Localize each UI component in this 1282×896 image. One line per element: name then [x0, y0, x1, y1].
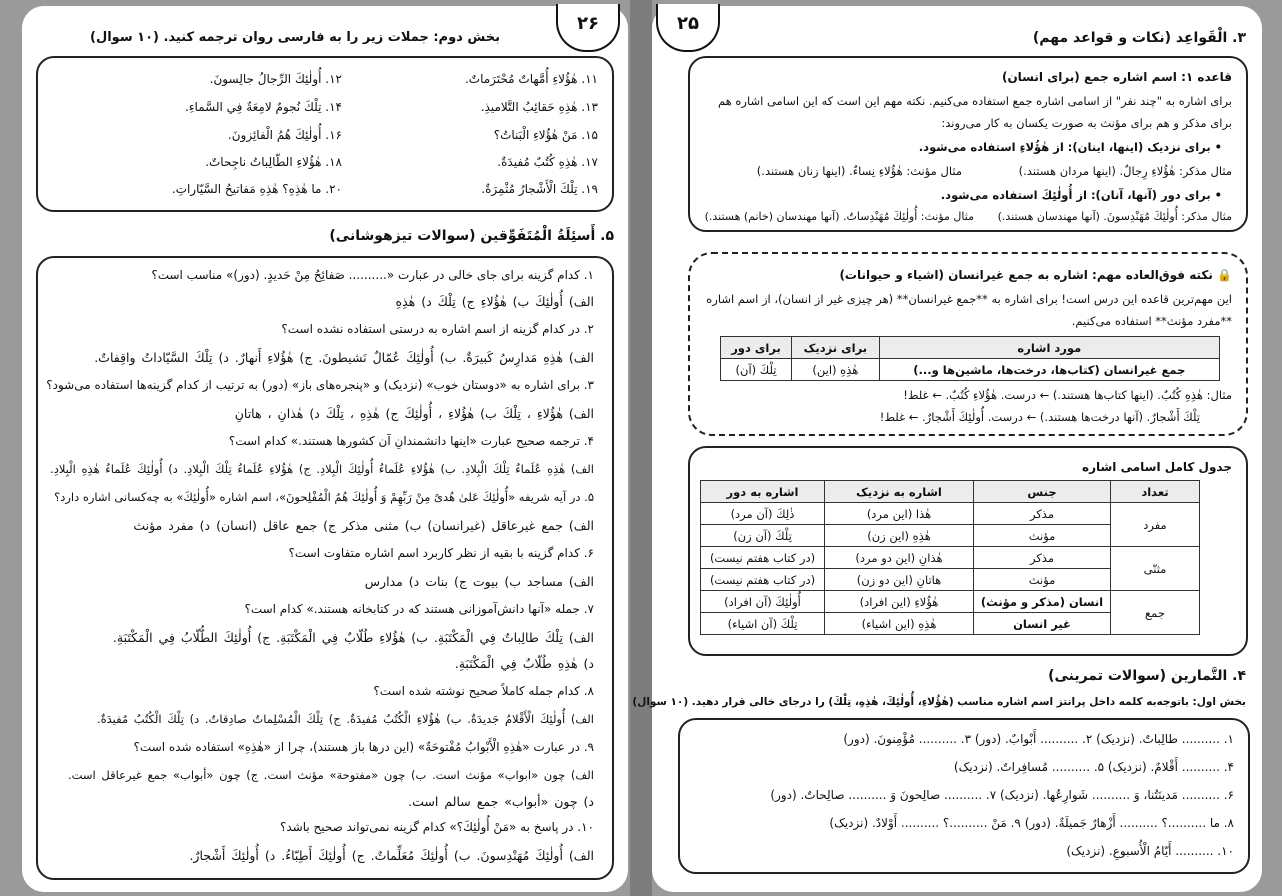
full-table-title: جدول کامل اسامی اشاره: [1081, 460, 1232, 474]
question-options: د) چون «أبواب» جمع سالم است.: [408, 794, 594, 809]
table-cell: غیر انسان: [974, 613, 1111, 635]
exercise-row: ۱۰. .......... أَيّامُ الْأُسبوعِ. (نزدیک): [1066, 844, 1234, 858]
table-header: تعداد: [1111, 481, 1200, 503]
note-example: تِلْكَ أَشْجارٌ. (آنها درخت‌ها هستند.) ← درست. أُولٰئِكَ أَشْجارٌ. ← غلط!: [879, 410, 1200, 424]
note-text: این مهم‌ترین قاعده این درس است! برای اشاره به **جمع غیرانسان** (هر چیزی غیر از انسان)، از اسم اشاره: [706, 292, 1232, 306]
question: ۷. جمله «آنها دانش‌آموزانی هستند که در کتابخانه هستند.» کدام است؟: [244, 602, 594, 616]
rule1-example: مثال مؤنث: هٰؤُلاءِ نِساءٌ. (اینها زنان هستند.): [756, 164, 962, 178]
translate-item: ۱۳. هٰذِهِ حَقائِبُ التَّلاميذِ.: [480, 100, 598, 114]
rule1-intro: برای مذکر و هم برای مؤنث به صورت یکسان به کار می‌روند:: [941, 116, 1232, 130]
table-cell: تِلْكَ (آن): [721, 359, 792, 381]
question: ۳. برای اشاره به «دوستان خوب» (نزدیک) و «پنجره‌های باز» (دور) به ترتیب از کدام گزینه‌ها استفاده می‌شود؟: [46, 378, 594, 392]
table-cell: هٰذِهِ (این): [792, 359, 880, 381]
question-options: الف) مساجد ب) بیوت ج) بنات د) مدارس: [364, 574, 594, 589]
exercise-row: ۶. .......... مَدينَتُنا، وَ .......... شَوارِعُها. (نزدیک) ۷. .......... صالِحونَ وَ .......... صالِحاتٌ. (دور): [770, 788, 1234, 802]
question-options: الف) أُولٰئِكَ مُهَنْدِسونَ. ب) أُولٰئِكَ مُعَلِّماتٌ. ج) أُولٰئِكَ أَطِبّاءُ. د) أُولٰئِكَ أَشْجارٌ.: [189, 848, 594, 863]
question: ۹. در عبارت «هٰذِهِ الْأَبْوابُ مُفْتوحَةٌ» (این درها باز هستند)، چرا از «هٰذِهِ» استفاده شده است؟: [133, 740, 594, 754]
table-group-cell: مثنّی: [1111, 547, 1200, 591]
section5-title: ۵. أَسئِلَةُ الْمُتَفَوِّقين (سوالات تیزهوشانی): [329, 228, 614, 244]
right-page: [632, 6, 1262, 892]
page-number: ۲۵: [656, 4, 720, 52]
rule1-title: قاعده ۱: اسم اشاره جمع (برای انسان): [1001, 70, 1232, 84]
translation-box: [36, 56, 614, 212]
table-cell: (در کتاب هفتم نیست): [701, 569, 825, 591]
section3-title: ۳. الْقَواعِد (نکات و قواعد مهم): [1032, 30, 1246, 46]
question-options: الف) أُولٰئِكَ الْأَقْلامُ جَديدَةٌ. ب) هٰؤُلاءِ الْكُتُبُ مُفيدَةٌ. ج) تِلْكَ الْمُسْلِماتُ صادِقاتٌ. د) تِلْكَ الْكُتُبُ مُفيدَةٌ.: [96, 712, 594, 726]
book-spine: [630, 0, 652, 896]
part1-title: بخش اول: باتوجه‌به کلمه داخل پرانتز اسم اشاره مناسب (هٰؤُلاءِ، أُولٰئِكَ، هٰذِهِ، تِلْكَ) را درجای خالی قرار دهید. (۱۰ سوال): [632, 696, 1246, 708]
page-number: ۲۶: [556, 4, 620, 52]
demonstratives-table: [700, 480, 1200, 635]
table-group-cell: جمع: [1111, 591, 1200, 635]
question: ۸. کدام جمله کاملاً صحیح نوشته شده است؟: [373, 684, 594, 698]
full-table-box: [688, 446, 1248, 656]
left-page: [22, 6, 628, 892]
table-header: اشاره به نزدیک: [825, 481, 974, 503]
note-table: [720, 336, 1220, 381]
table-header: اشاره به دور: [701, 481, 825, 503]
table-cell: مؤنث: [974, 525, 1111, 547]
rule1-intro: برای اشاره به "چند نفر" از اسامی اشاره جمع استفاده می‌کنیم. نکته مهم این است که این اسامی اشاره هم: [718, 94, 1232, 108]
table-cell: جمع غیرانسان (کتاب‌ها، درخت‌ها، ماشین‌ها و...): [879, 359, 1219, 381]
rule1-far: • برای دور (آنها، آنان): از أُولٰئِكَ استفاده می‌شود.: [940, 188, 1222, 202]
table-cell: (در کتاب هفتم نیست): [701, 547, 825, 569]
table-cell: أُولٰئِكَ (آن افراد): [701, 591, 825, 613]
table-cell: هٰذِهِ (این زن): [825, 525, 974, 547]
translate-item: ۲۰. ما هٰذِهِ؟ هٰذِهِ مَفاتيحُ السَّيّاراتِ.: [171, 182, 342, 196]
question: ۱. کدام گزینه برای جای خالی در عبارت «.......... صَفائِحُ مِنْ حَديدٍ. (دور)» مناسب است؟: [151, 268, 594, 282]
table-header: برای دور: [721, 337, 792, 359]
table-cell: مذکر: [974, 503, 1111, 525]
table-cell: هٰذانِ (این دو مرد): [825, 547, 974, 569]
translate-item: ۱۵. مَنْ هٰؤُلاءِ الْبَناتُ؟: [493, 128, 598, 142]
questions-box: [36, 256, 614, 880]
table-group-cell: مفرد: [1111, 503, 1200, 547]
translate-item: ۱۷. هٰذِهِ كُتُبٌ مُفيدَةٌ.: [497, 155, 598, 169]
rule1-example: مثال مذکر: هٰؤُلاءِ رِجالٌ. (اینها مردان هستند.): [1018, 164, 1232, 178]
note-text: **مفرد مؤنث** استفاده می‌کنیم.: [1071, 314, 1232, 328]
question-options: الف) تِلْكَ طالِباتٌ فِي الْمَكْتَبَةِ. ب) هٰؤُلاءِ طُلّابٌ فِي الْمَكْتَبَةِ. ج) أُولٰئِكَ الطُّلّابُ فِي الْمَكْتَبَةِ.: [112, 630, 594, 645]
rule1-box: [688, 56, 1248, 232]
question-options: الف) جمع غیرعاقل (غیرانسان) ب) مثنی مذکر ج) جمع عاقل (انسان) د) مفرد مؤنث: [133, 518, 594, 533]
translate-item: ۱۴. تِلْكَ نُجومٌ لامِعَةٌ فِي السَّماءِ.: [185, 100, 342, 114]
table-cell: هٰؤُلاءِ (این افراد): [825, 591, 974, 613]
exercise-row: ۱. .......... طالِباتٌ. (نزدیک) ۲. .......... أَبْوابٌ. (دور) ۳. .......... مُؤْمِنونَ. (دور): [843, 732, 1234, 746]
question: ۲. در کدام گزینه از اسم اشاره به درستی استفاده نشده است؟: [281, 322, 594, 336]
rule1-example: مثال مؤنث: أُولٰئِكَ مُهَنْدِساتٌ. (آنها مهندسان (خانم) هستند.): [704, 210, 974, 223]
note-box: [688, 252, 1248, 436]
translate-item: ۱۸. هٰؤُلاءِ الطّالِباتُ ناجِحاتٌ.: [205, 155, 342, 169]
question-options: الف) أُولٰئِكَ ب) هٰؤُلاءِ ج) تِلْكَ د) هٰذِهِ: [395, 294, 594, 309]
note-example: مثال: هٰذِهِ كُتُبٌ. (اینها کتاب‌ها هستند.) ← درست. هٰؤُلاءِ كُتُبٌ. ← غلط!: [903, 388, 1232, 402]
exercises-box: [678, 718, 1250, 874]
question-options: الف) چون «ابواب» مؤنث است. ب) چون «مفتوحة» مؤنث است. ج) چون «أبواب» جمع غیرعاقل است.: [67, 768, 594, 782]
question-options: الف) هٰؤُلاءِ ، تِلْكَ ب) هٰؤُلاءِ ، أُولٰئِكَ ج) هٰذِهِ ، تِلْكَ د) هٰذانِ ، هاتانِ: [234, 406, 594, 421]
table-cell: انسان (مذکر و مؤنث): [974, 591, 1111, 613]
question: ۵. در آیه شریفه «أُولٰئِكَ عَلىٰ هُدىً مِنْ رَبِّهِمْ وَ أُولٰئِكَ هُمُ الْمُفْلِحونَ»، اسم اشاره «أُولٰئِكَ» به چه‌کسانی اشاره دارد؟: [54, 490, 594, 504]
note-title: 🔒 نکته فوق‌العاده مهم: اشاره به جمع غیرانسان (اشیاء و حیوانات): [839, 268, 1232, 282]
question: ۴. ترجمه صحیح عبارت «اینها دانشمندانِ آن کشورها هستند.» کدام است؟: [228, 434, 594, 448]
rule1-near: • برای نزدیک (اینها، اینان): از هٰؤُلاءِ استفاده می‌شود.: [918, 140, 1222, 154]
rule1-example: مثال مذکر: أُولٰئِكَ مُهَنْدِسونَ. (آنها مهندسان هستند.): [997, 210, 1232, 223]
question-options: الف) هٰذِهِ مَدارِسُ كَبيرَةٌ. ب) أُولٰئِكَ عُمّالٌ نَشيطونَ. ج) هٰؤُلاءِ أَنهارٌ. د) تِلْكَ السَّيّاداتُ واقِفاتٌ.: [94, 350, 594, 365]
question-options: الف) هٰذِهِ عُلَماءُ تِلْكَ الْبِلادِ. ب) هٰؤُلاءِ عُلَماءُ أُولٰئِكَ الْبِلادِ. ج) هٰؤُلاءِ عُلَماءُ تِلْكَ الْبِلادِ. د) أُولٰئِكَ عُلَماءُ هٰذِهِ الْبِلادِ.: [50, 462, 594, 476]
exercise-row: ۴. .......... أَقْلامٌ. (نزدیک) ۵. .......... مُسافِراتٌ. (نزدیک): [953, 760, 1234, 774]
table-cell: تِلْكَ (آن اشیاء): [701, 613, 825, 635]
table-cell: مؤنث: [974, 569, 1111, 591]
section4-title: ۴. التَّمارين (سوالات تمرینی): [1048, 668, 1246, 684]
table-cell: ذٰلِكَ (آن مرد): [701, 503, 825, 525]
table-header: جنس: [974, 481, 1111, 503]
exercise-row: ۸. ما ..........؟ .......... أَزْهارٌ جَميلَةٌ. (دور) ۹. مَنْ ..........؟ .......... أَوْلادٌ. (نزدیک): [829, 816, 1234, 830]
table-cell: هاتانِ (این دو زن): [825, 569, 974, 591]
table-header: مورد اشاره: [879, 337, 1219, 359]
table-cell: هٰذِهِ (این اشیاء): [825, 613, 974, 635]
question: ۶. کدام گزینه با بقیه از نظر کاربرد اسم اشاره متفاوت است؟: [288, 546, 594, 560]
translate-item: ۱۶. أُولٰئِكَ هُمُ الْفائِزونَ.: [227, 128, 342, 142]
table-header: برای نزدیک: [792, 337, 880, 359]
table-cell: هٰذا (این مرد): [825, 503, 974, 525]
question-options: د) هٰذِهِ طُلّابٌ فِي الْمَكْتَبَةِ.: [454, 656, 594, 671]
translate-item: ۱۲. أُولٰئِكَ الرِّجالُ جالِسونَ.: [209, 72, 342, 86]
section2-title: بخش دوم: جملات زیر را به فارسی روان ترجمه کنید. (۱۰ سوال): [90, 30, 500, 45]
translate-item: ۱۹. تِلْكَ الْأَشْجارُ مُثْمِرَةٌ.: [481, 182, 598, 196]
translate-item: ۱۱. هٰؤُلاءِ أُمَّهاتٌ مُحْتَرَماتٌ.: [464, 72, 598, 86]
question: ۱۰. در پاسخ به «مَنْ أُولٰئِكَ؟» کدام گزینه نمی‌تواند صحیح باشد؟: [279, 820, 594, 834]
table-cell: تِلْكَ (آن زن): [701, 525, 825, 547]
table-cell: مذکر: [974, 547, 1111, 569]
